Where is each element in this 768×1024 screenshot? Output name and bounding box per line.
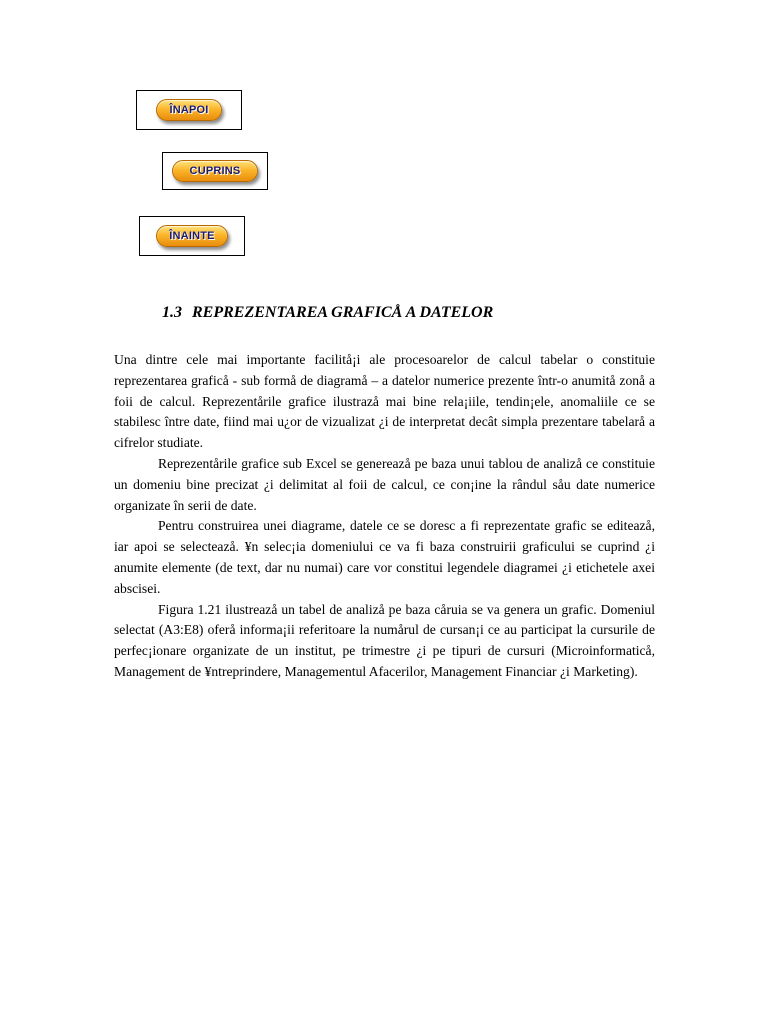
section-number: 1.3 (162, 304, 182, 321)
forward-nav-box[interactable] (139, 216, 245, 256)
contents-button[interactable] (172, 160, 258, 182)
back-button-label: ÎNAPOI (169, 104, 209, 116)
paragraph-2: Reprezentårile grafice sub Excel se genereazå pe baza unui tablou de analizå ce constituie un domeniu bine precizat ¿i delimitat al foii de calcul, ce con¡ine la rândul såu date numerice organizate în serii de date. (114, 455, 655, 513)
body-text (114, 350, 655, 683)
contents-nav-box[interactable] (162, 152, 268, 190)
back-button[interactable] (156, 99, 222, 121)
forward-button[interactable] (156, 225, 228, 247)
paragraph-4: Figura 1.21 ilustreazå un tabel de analizå pe baza cåruia se va genera un grafic. Domeniul selectat (A3:E8) oferå informa¡ii referitoare la numårul de cursan¡i ce au participat la cursurile de perfec¡ionare organizate de un institut, pe trimestre ¿i pe tipuri de cursuri (Microinformaticå, Management de ¥ntreprindere, Managementul Afacerilor, Management Financiar ¿i Marketing). (114, 601, 655, 679)
contents-button-label: CUPRINS (189, 165, 241, 177)
paragraph-1: Una dintre cele mai importante facilitå¡i ale procesoarelor de calcul tabelar o constituie reprezentarea graficå - sub formå de diagramå – a datelor numerice prezente într-o anumitå zonå a foii de calcul. Reprezentårile grafice ilustrazå mai bine rela¡iile, tendin¡ele, anomaliile ce se stabilesc între date, fiind mai u¿or de vizualizat ¿i de interpretat decât simpla prezentare tabelarå a cifrelor studiate. (114, 352, 655, 451)
section-title: REPREZENTAREA GRAFICÅ A DATELOR (192, 304, 494, 321)
back-nav-box[interactable] (136, 90, 242, 130)
section-heading (162, 304, 493, 322)
paragraph-3: Pentru construirea unei diagrame, datele ce se doresc a fi reprezentate grafic se editeazå, iar apoi se selecteazå. ¥n selec¡ia domeniului ce va fi baza construirii graficului se cuprind ¿i anumite elemente (de text, dar nu numai) care vor constitui legendele diagramei ¿i etichetele axei abscisei. (114, 518, 655, 596)
forward-button-label: ÎNAINTE (169, 230, 215, 242)
